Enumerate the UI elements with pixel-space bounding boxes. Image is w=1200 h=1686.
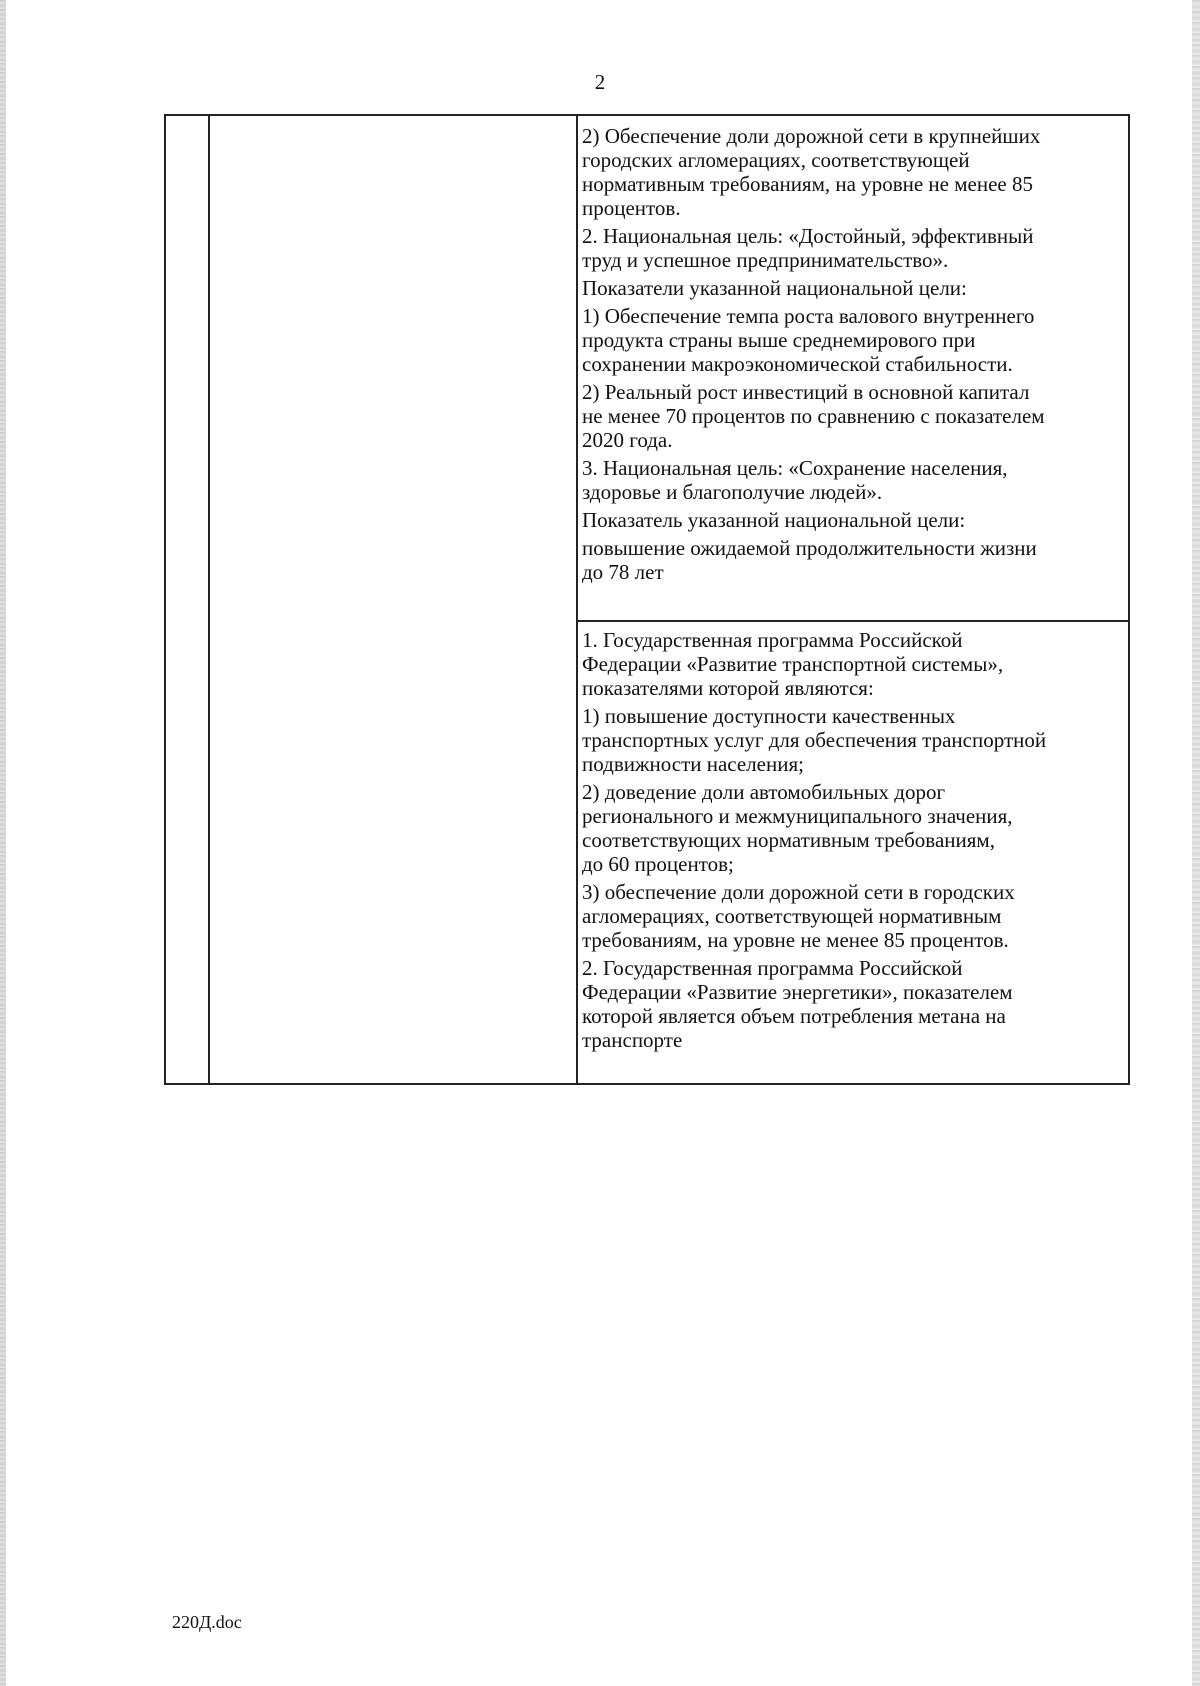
paragraph: 3. Национальная цель: «Сохранение населения, здоровье и благополучие людей». [582, 456, 1008, 504]
paragraph: 3) обеспечение доли дорожной сети в городских агломерациях, соответствующей нормативным требованиям, на уровне не менее 85 процентов. [582, 880, 1015, 952]
page-number: 2 [594, 70, 606, 94]
paragraph: 1) повышение доступности качественных транспортных услуг для обеспечения транспортной подвижности населения; [582, 704, 1047, 776]
paragraph: 1) Обеспечение темпа роста валового внутреннего продукта страны выше среднемирового при сохранении макроэкономической стабильности. [582, 304, 1035, 376]
scan-edge-left [0, 0, 6, 1686]
paragraph: 1. Государственная программа Российской Федерации «Развитие транспортной системы», показателями которой являются: [582, 628, 1004, 700]
paragraph: 2. Государственная программа Российской Федерации «Развитие энергетики», показателем которой является объем потребления метана на транспорте [582, 956, 1013, 1052]
document-table [164, 114, 1130, 1085]
footer-filename: 220Д.doc [172, 1612, 242, 1632]
paragraph: 2) Реальный рост инвестиций в основной капитал не менее 70 процентов по сравнению с показателем 2020 года. [582, 380, 1045, 452]
paragraph: 2) доведение доли автомобильных дорог регионального и межмуниципального значения, соответствующих нормативным требованиям, до 60 процентов; [582, 780, 1013, 876]
table-column-divider-2 [576, 116, 578, 1083]
paragraph: 2) Обеспечение доли дорожной сети в крупнейших городских агломерациях, соответствующей нормативным требованиям, на уровне не менее 85 процентов. [582, 124, 1041, 220]
paragraph: Показатели указанной национальной цели: [582, 276, 967, 300]
paragraph: повышение ожидаемой продолжительности жизни до 78 лет [582, 536, 1037, 584]
table-cell-top-right [582, 124, 1128, 588]
scan-edge-right [1192, 0, 1200, 1686]
table-column-divider-1 [208, 116, 210, 1083]
table-cell-bottom-right [582, 628, 1128, 1056]
paragraph: 2. Национальная цель: «Достойный, эффективный труд и успешное предпринимательство». [582, 224, 1034, 272]
paragraph: Показатель указанной национальной цели: [582, 508, 966, 532]
table-row-divider [576, 620, 1128, 622]
